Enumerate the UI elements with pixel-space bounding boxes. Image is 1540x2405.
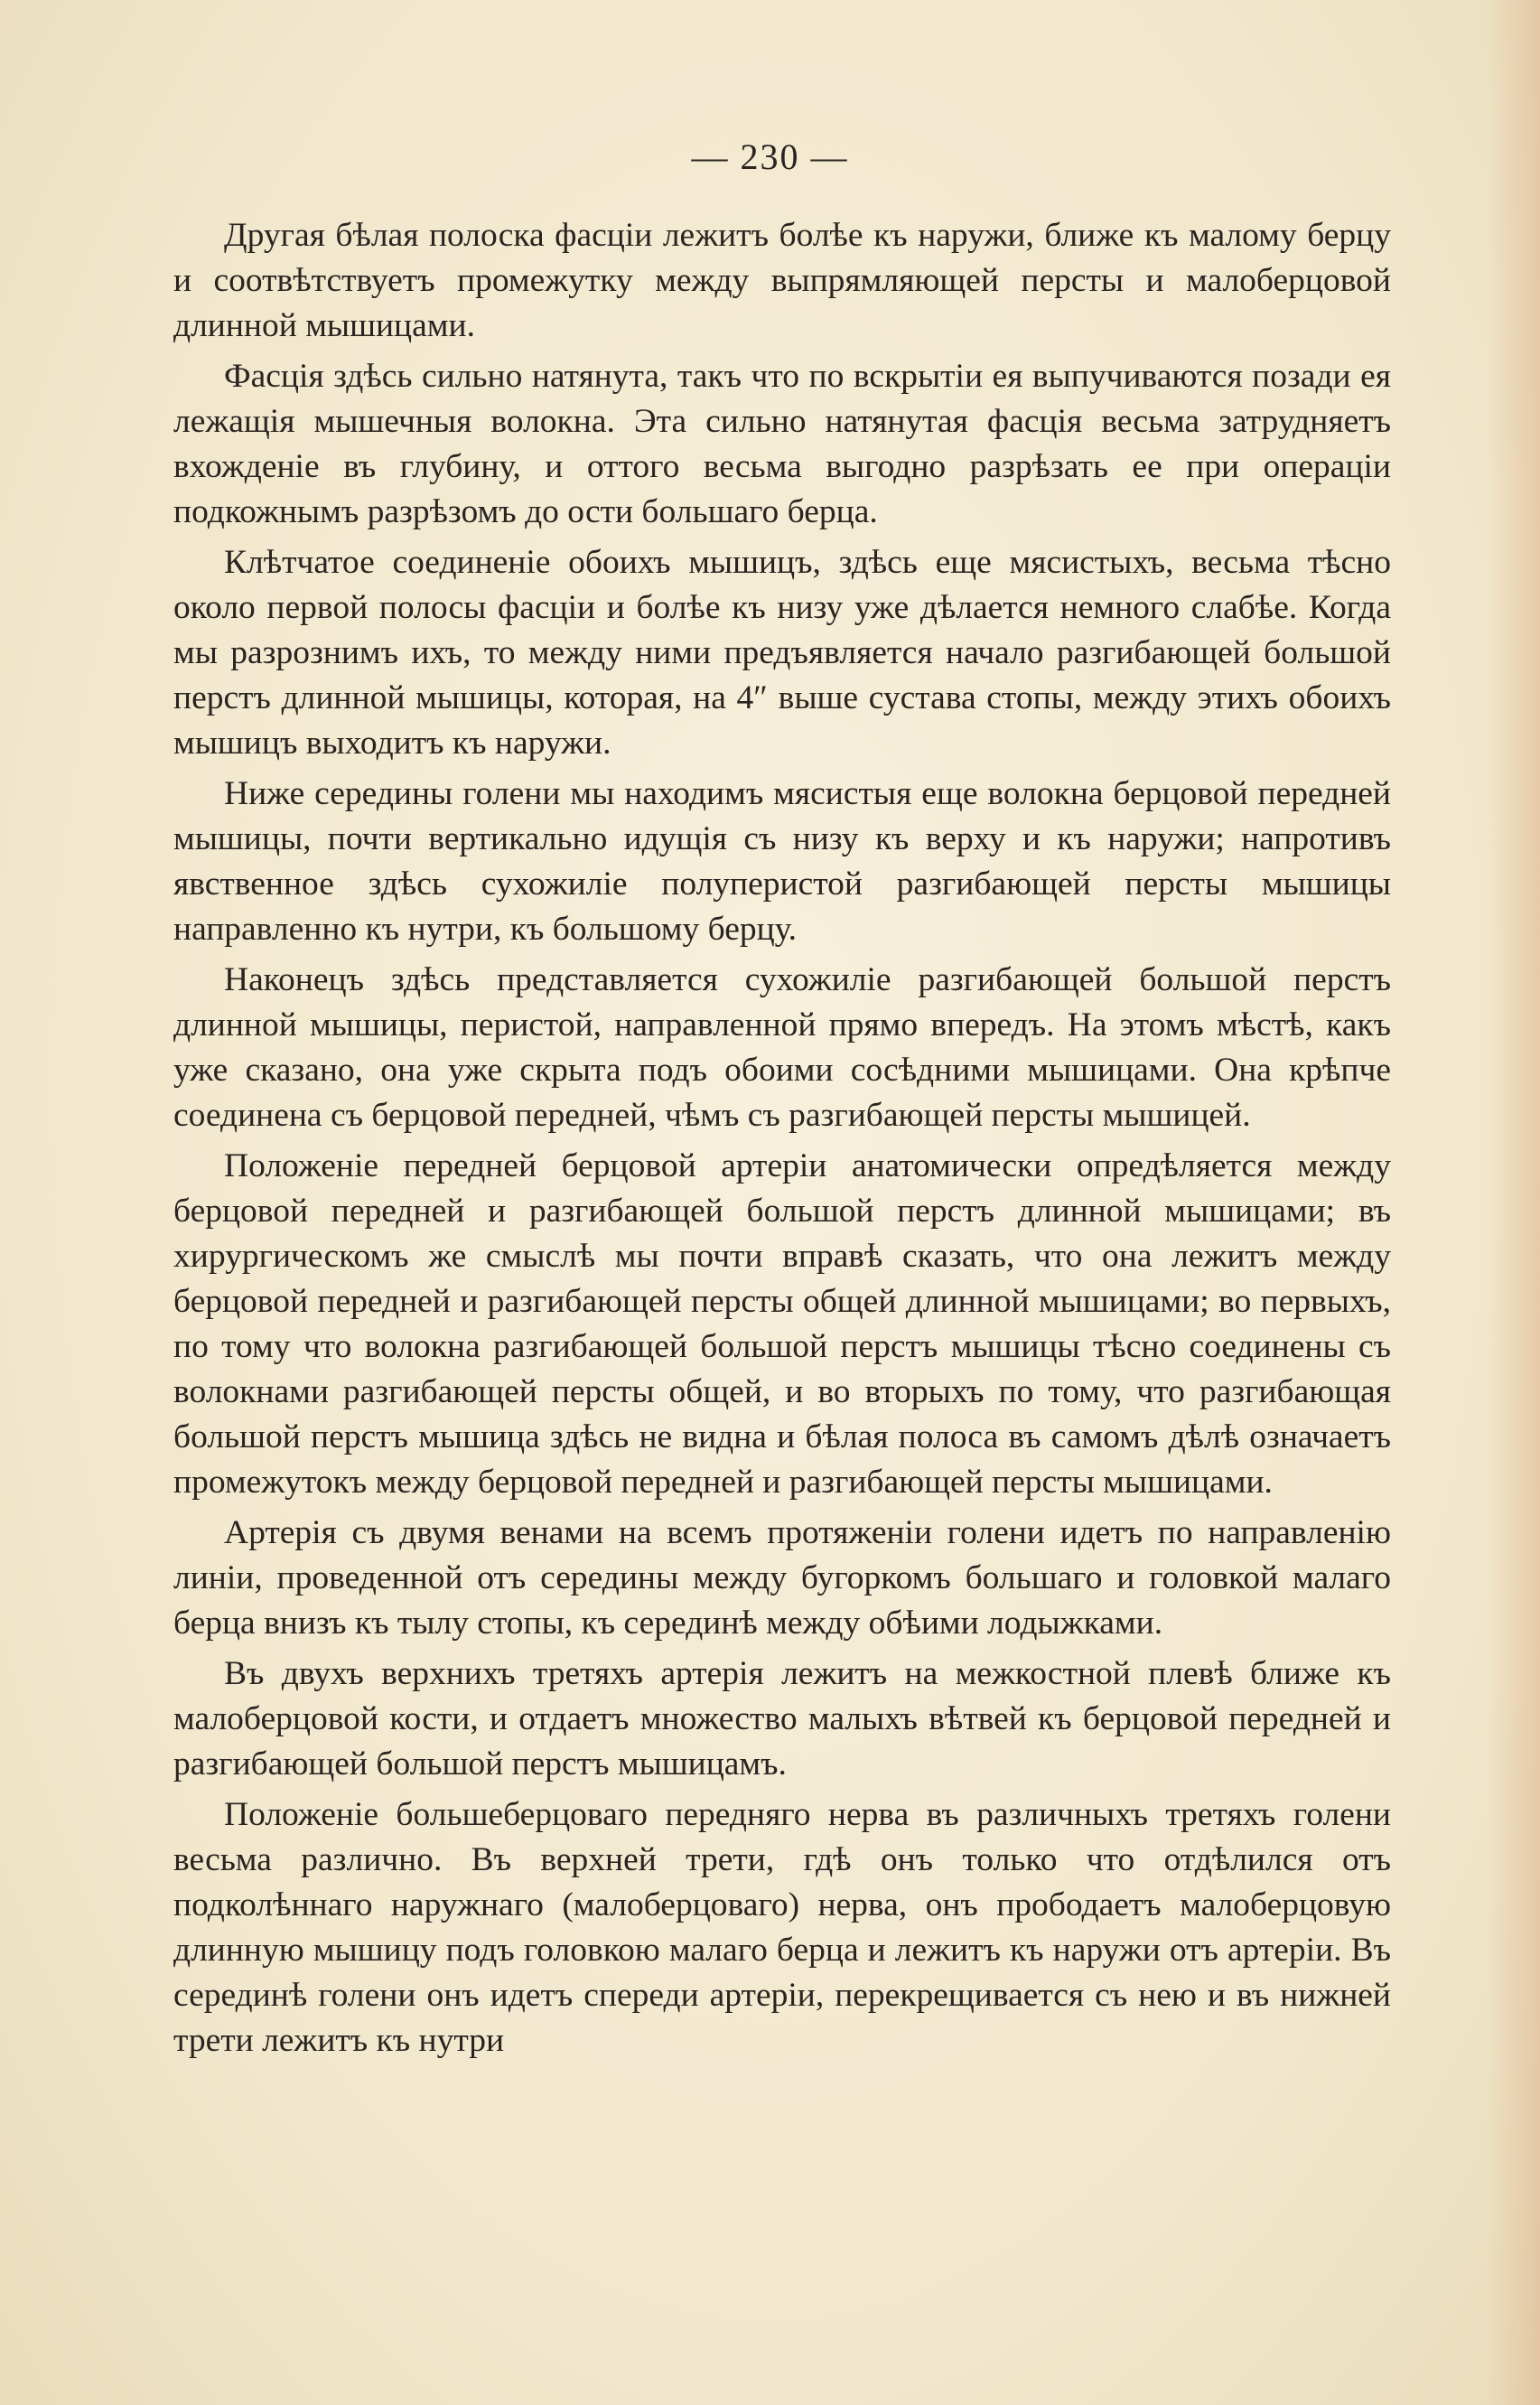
paragraph: Клѣтчатое соединеніе обоихъ мышицъ, здѣсь еще мясистыхъ, весьма тѣсно около первой полосы фасціи и болѣе къ низу уже дѣлается немного слабѣе. Когда мы разрознимъ ихъ, то между ними предъявляется начало разгибающей большой перстъ длинной мышицы, которая, на 4″ выше сустава стопы, между этихъ обоихъ мышицъ выходитъ къ наружи.: [173, 544, 1391, 762]
paragraph: Положеніе передней берцовой артеріи анатомически опредѣляется между берцовой передней и разгибающей большой перстъ длинной мышицами; въ хирургическомъ же смыслѣ мы почти вправѣ сказать, что она лежитъ между берцовой передней и разгибающей персты общей длинной мышицами; во первыхъ, по тому что волокна разгибающей большой перстъ мышицы тѣсно соединены съ волокнами разгибающей персты общей, и во вторыхъ по тому, что разгибающая большой перстъ мышица здѣсь не видна и бѣлая полоса въ самомъ дѣлѣ означаетъ промежутокъ между берцовой передней и разгибающей персты мышицами.: [173, 1147, 1391, 1501]
paragraph: Въ двухъ верхнихъ третяхъ артерія лежитъ на межкостной плевѣ ближе къ малоберцовой кости, и отдаетъ множество малыхъ вѣтвей къ берцовой передней и разгибающей большой перстъ мышицамъ.: [173, 1655, 1391, 1783]
paragraph: Положеніе большеберцоваго передняго нерва въ различныхъ третяхъ голени весьма различно. Въ верхней трети, гдѣ онъ только что отдѣлился отъ подколѣннаго наружнаго (малоберцоваго) нерва, онъ прободаетъ малоберцовую длинную мышицу подъ головкою малаго берца и лежитъ къ наружи отъ артеріи. Въ серединѣ голени онъ идетъ спереди артеріи, перекрещивается съ нею и въ нижней трети лежитъ къ нутри: [173, 1796, 1391, 2059]
paragraph: Наконецъ здѣсь представляется сухожиліе разгибающей большой перстъ длинной мышицы, перистой, направленной прямо впередъ. На этомъ мѣстѣ, какъ уже сказано, она уже скрыта подъ обоими сосѣдними мышицами. Она крѣпче соединена съ берцовой передней, чѣмъ съ разгибающей персты мышицей.: [173, 961, 1391, 1134]
body-text: [173, 213, 1391, 2069]
paragraph: Артерія съ двумя венами на всемъ протяженіи голени идетъ по направленію линіи, проведенной отъ середины между бугоркомъ большаго и головкой малаго берца внизъ къ тылу стопы, къ серединѣ между обѣими лодыжками.: [173, 1514, 1391, 1642]
paragraph: Фасція здѣсь сильно натянута, такъ что по вскрытіи ея выпучиваются позади ея лежащія мышечныя волокна. Эта сильно натянутая фасція весьма затрудняетъ вхожденіе въ глубину, и оттого весьма выгодно разрѣзать ее при операціи подкожнымъ разрѣзомъ до ости большаго берца.: [173, 358, 1391, 530]
page-edge-stain: [1486, 0, 1540, 2405]
paragraph: Ниже середины голени мы находимъ мясистыя еще волокна берцовой передней мышицы, почти вертикально идущія съ низу къ верху и къ наружи; напротивъ явственное здѣсь сухожиліе полуперистой разгибающей персты мышицы направленно къ нутри, къ большому берцу.: [173, 775, 1391, 948]
paragraph: Другая бѣлая полоска фасціи лежитъ болѣе къ наружи, ближе къ малому берцу и соотвѣтствуетъ промежутку между выпрямляющей персты и малоберцовой длинной мышицами.: [173, 217, 1391, 344]
page-number: — 230 —: [691, 136, 849, 177]
